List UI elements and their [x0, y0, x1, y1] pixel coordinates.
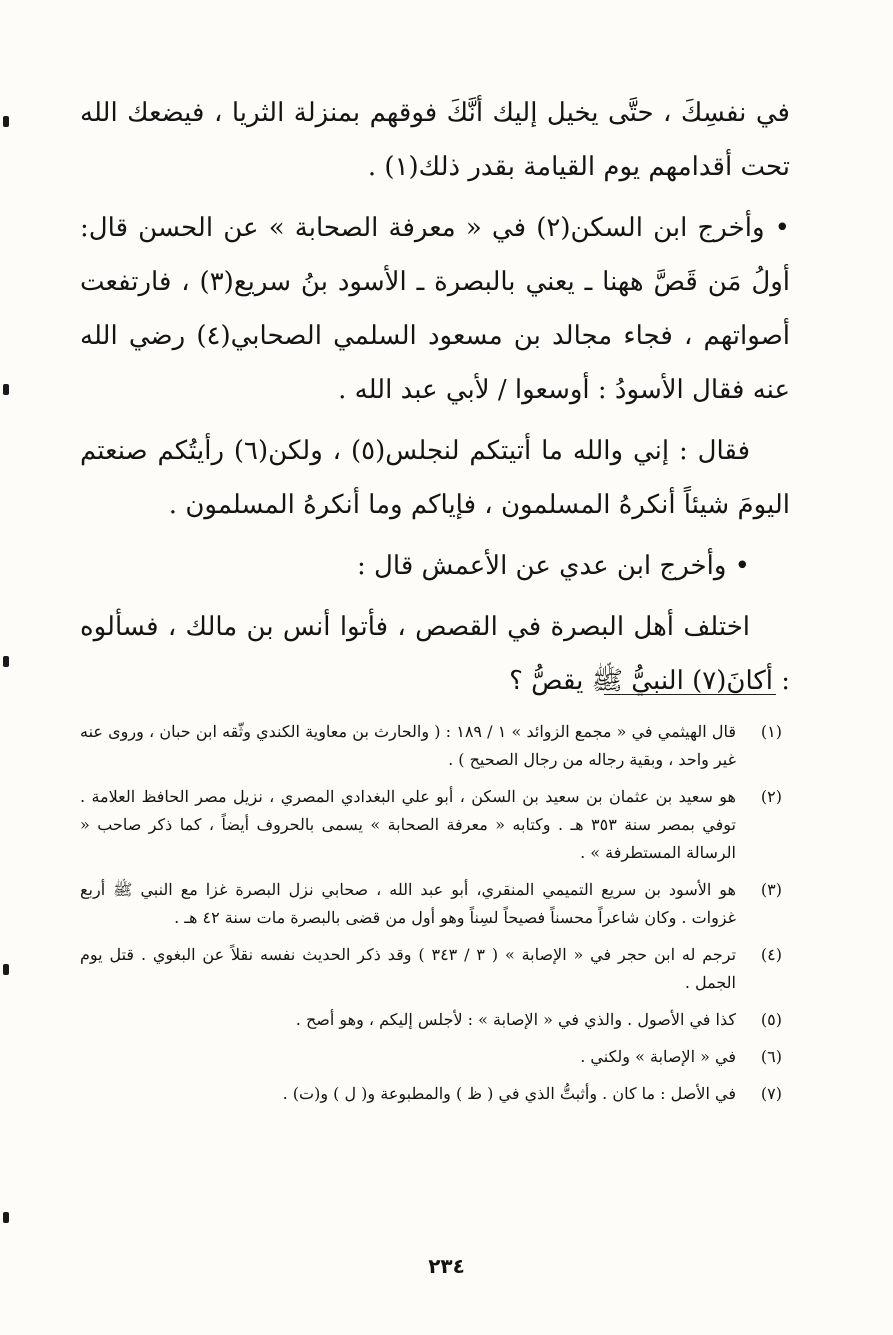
footnote-separator [604, 694, 776, 695]
footnote-number: (٤) [760, 945, 782, 964]
margin-mark [3, 656, 9, 667]
paragraph-ibn-al-sakan-report: • وأخرج ابن السكن(٢) في « معرفة الصحابة » عن الحسن قال: أولُ مَن قَصَّ ههنا ـ يعني بالبصرة ـ الأسود بنُ سريع(٣) ، فارتفعت أصواتهم ، فجاء مجالد بن مسعود السلمي الصحابي(٤) رضي الله عنه فقال الأسودُ : أوسعوا / لأبي عبد الله . [80, 213, 791, 405]
paragraph-mujalid-reply: فقال : إني والله ما أتيتكم لنجلس(٥) ، ولكن(٦) رأيتُكم صنعتم اليومَ شيئاً أنكرهُ المسلمون ، فإياكم وما أنكرهُ المسلمون . [80, 436, 790, 520]
footnote-text: هو الأسود بن سريع التميمي المنقري، أبو عبد الله ، صحابي نزل البصرة غزا مع النبي ﷺ أربع غزوات . وكان شاعراً محسناً فصيحاً لسِناً وهو أول من قضى بالبصرة مات سنة ٤٢ هـ . [80, 880, 736, 927]
footnote-number: (٦) [760, 1047, 782, 1066]
footnote [80, 941, 782, 997]
margin-mark [3, 1212, 9, 1223]
footnotes [80, 718, 782, 1117]
footnote-text: قال الهيثمي في « مجمع الزوائد » ١ / ١٨٩ : ( والحارث بن معاوية الكندي وثّقه ابن حبان ، وروى عنه غير واحد ، وبقية رجاله من رجال الصحيح ) . [80, 722, 736, 769]
footnote [80, 718, 782, 774]
footnote-text: في الأصل : ما كان . وأثبتُّ الذي في ( ظ ) والمطبوعة و( ل ) و(ت) . [282, 1084, 736, 1103]
margin-mark [3, 384, 9, 395]
footnote-number: (٢) [760, 787, 782, 806]
footnote-text: كذا في الأصول . والذي في « الإصابة » : لأجلس إليكم ، وهو أصح . [295, 1010, 736, 1029]
margin-mark [3, 116, 9, 127]
footnote-text: في « الإصابة » ولكني . [580, 1047, 736, 1066]
footnote [80, 1080, 782, 1108]
margin-mark [3, 964, 9, 975]
footnote-number: (١) [760, 722, 782, 741]
paragraph-continuation: في نفسِكَ ، حتَّى يخيل إليك أنَّكَ فوقهم بمنزلة الثريا ، فيضعك الله تحت أقدامهم يوم القيامة بقدر ذلك(١) . [80, 98, 790, 182]
footnote-text: ترجم له ابن حجر في « الإصابة » ( ٣ / ٣٤٣ ) وقد ذكر الحديث نفسه نقلاً عن البغوي . قتل يوم الجمل . [80, 945, 737, 992]
paragraph-ibn-adi-report: • وأخرج ابن عدي عن الأعمش قال : [357, 551, 750, 581]
footnote-number: (٧) [760, 1084, 782, 1103]
footnote [80, 1006, 782, 1034]
footnote-number: (٥) [760, 1010, 782, 1029]
paragraph-anas-question: اختلف أهل البصرة في القصص ، فأتوا أنس بن مالك ، فسألوه : أكانَ(٧) النبيُّ ﷺ يقصُّ ؟ [80, 612, 790, 696]
page-number: ٢٣٤ [428, 1254, 465, 1278]
footnote [80, 1043, 782, 1071]
footnote [80, 876, 782, 932]
main-text [80, 86, 790, 708]
footnote [80, 783, 782, 867]
footnote-text: هو سعيد بن عثمان بن سعيد بن السكن ، أبو علي البغدادي المصري ، نزيل مصر الحافظ العلامة . توفي بمصر سنة ٣٥٣ هـ . وكتابه « معرفة الصحابة » يسمى بالحروف أيضاً ، كما ذكر صاحب « الرسالة المستطرفة » . [80, 787, 736, 862]
footnote-number: (٣) [760, 880, 782, 899]
